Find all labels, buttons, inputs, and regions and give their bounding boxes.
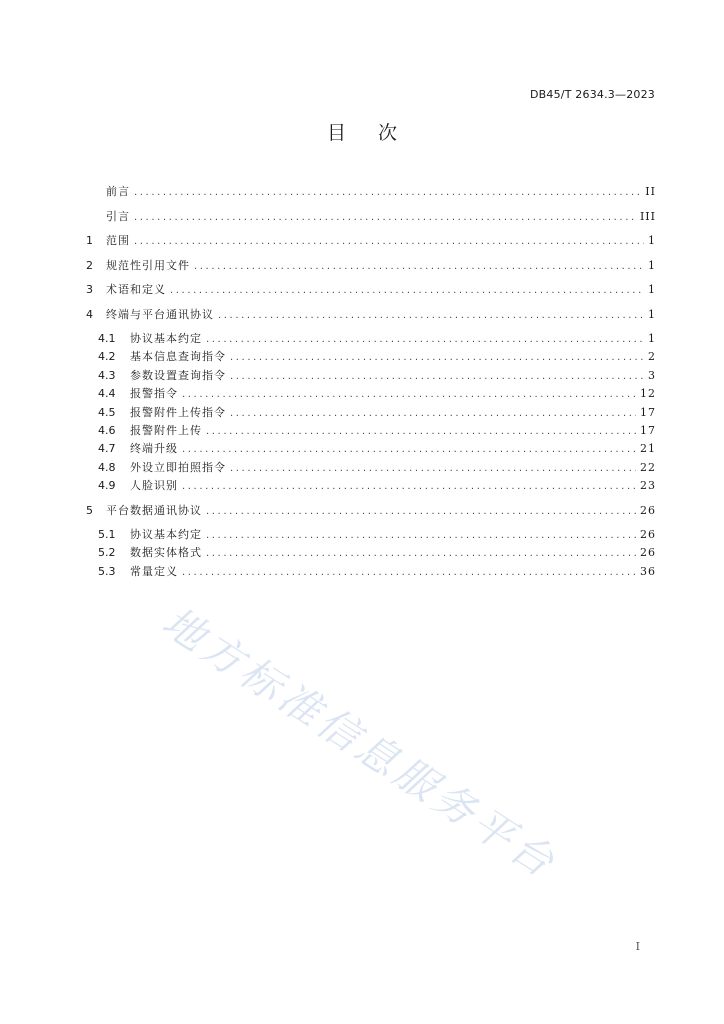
toc-entry-label: 报警指令 (130, 387, 178, 401)
toc-entry-label: 终端与平台通讯协议 (106, 307, 214, 321)
toc-entry-page: 22 (640, 460, 656, 474)
toc-entry-page: 17 (640, 405, 656, 419)
toc-entry-label: 参数设置查询指令 (130, 368, 226, 382)
toc-entry-number: 3 (86, 283, 93, 296)
toc-entry-number: 4.8 (98, 460, 116, 474)
toc-leader-dots (170, 285, 644, 296)
toc-entry-page: 17 (640, 423, 656, 437)
toc-entry-label: 报警附件上传 (130, 423, 202, 437)
toc-entry-number: 4.1 (98, 332, 116, 345)
toc-leader-dots (194, 261, 644, 272)
toc-entry-number: 4 (86, 307, 93, 321)
toc-entry-label: 规范性引用文件 (106, 258, 190, 272)
toc-subentry[interactable] (86, 544, 656, 562)
toc-entry-label: 外设立即拍照指令 (130, 460, 226, 474)
toc-subentry[interactable] (86, 348, 656, 366)
toc-leader-dots (230, 371, 644, 382)
toc-entry-page: 1 (648, 234, 656, 247)
toc-entry-label: 平台数据通讯协议 (106, 503, 202, 517)
toc-leader-dots (206, 530, 636, 541)
toc-entry-label: 常量定义 (130, 564, 178, 578)
toc-entry[interactable] (86, 183, 656, 208)
toc-entry-number: 4.2 (98, 350, 116, 364)
toc-entry-number: 5 (86, 503, 93, 517)
toc-entry-label: 前言 (106, 185, 130, 198)
page-title: 目次 (326, 122, 429, 144)
toc-entry-page: 3 (648, 368, 656, 382)
table-of-contents (86, 183, 656, 581)
toc-leader-dots (134, 236, 644, 247)
toc-entry-page: 2 (648, 350, 656, 364)
toc-leader-dots (218, 310, 644, 321)
toc-entry-page: 36 (640, 564, 656, 578)
toc-entry-number: 5.1 (98, 528, 116, 542)
toc-entry-number: 4.5 (98, 405, 116, 419)
watermark-text: 地方标准信息服务平台 (153, 597, 566, 889)
toc-leader-dots (134, 187, 641, 198)
toc-entry-page: 1 (648, 283, 656, 296)
toc-leader-dots (206, 506, 636, 517)
toc-leader-dots (230, 352, 644, 363)
toc-entry-label: 引言 (106, 209, 130, 223)
toc-entry[interactable] (86, 232, 656, 257)
toc-leader-dots (206, 548, 636, 559)
toc-entry-page: 1 (648, 332, 656, 345)
toc-entry-page: 12 (640, 387, 656, 401)
toc-subentry[interactable] (86, 330, 656, 348)
toc-leader-dots (182, 444, 636, 455)
toc-entry[interactable] (86, 502, 656, 527)
toc-entry-label: 协议基本约定 (130, 528, 202, 542)
toc-entry[interactable] (86, 306, 656, 331)
toc-entry-page: 26 (640, 528, 656, 542)
toc-entry-label: 范围 (106, 234, 130, 247)
toc-entry-page: 1 (648, 307, 656, 321)
toc-subentry[interactable] (86, 526, 656, 544)
document-code: DB45/T 2634.3—2023 (529, 88, 655, 101)
toc-entry-label: 报警附件上传指令 (130, 405, 226, 419)
toc-entry-label: 数据实体格式 (130, 546, 202, 560)
toc-leader-dots (206, 426, 636, 437)
toc-entry-label: 终端升级 (130, 442, 178, 456)
toc-subentry[interactable] (86, 459, 656, 477)
toc-leader-dots (182, 567, 636, 578)
toc-entry-page: 1 (648, 258, 656, 272)
toc-subentry[interactable] (86, 440, 656, 458)
toc-entry-page: II (645, 185, 656, 198)
toc-entry-number: 1 (86, 234, 93, 247)
toc-leader-dots (230, 463, 636, 474)
toc-entry-page: III (639, 209, 656, 223)
toc-leader-dots (134, 212, 636, 223)
toc-leader-dots (230, 408, 636, 419)
toc-entry-label: 协议基本约定 (130, 332, 202, 345)
toc-entry[interactable] (86, 257, 656, 282)
toc-leader-dots (206, 334, 644, 345)
toc-subentry[interactable] (86, 477, 656, 495)
toc-entry-label: 人脸识别 (130, 479, 178, 493)
toc-leader-dots (182, 481, 636, 492)
toc-entry-number: 4.4 (98, 387, 116, 401)
toc-entry-number: 5.2 (98, 546, 116, 560)
toc-subentry[interactable] (86, 404, 656, 422)
footer-page-number: I (635, 940, 640, 953)
toc-entry-page: 23 (640, 479, 656, 493)
toc-entry-number: 4.7 (98, 442, 116, 456)
toc-leader-dots (182, 389, 636, 400)
toc-entry-page: 26 (640, 503, 656, 517)
toc-entry-label: 基本信息查询指令 (130, 350, 226, 364)
toc-entry-page: 21 (640, 442, 656, 456)
toc-subentry[interactable] (86, 422, 656, 440)
toc-entry-number: 2 (86, 258, 93, 272)
toc-entry-number: 4.9 (98, 479, 116, 493)
toc-entry-number: 4.6 (98, 423, 116, 437)
toc-entry[interactable] (86, 208, 656, 233)
toc-subentry[interactable] (86, 563, 656, 581)
toc-subentry[interactable] (86, 367, 656, 385)
toc-entry[interactable] (86, 281, 656, 306)
toc-entry-label: 术语和定义 (106, 283, 166, 296)
toc-entry-number: 4.3 (98, 368, 116, 382)
toc-entry-page: 26 (640, 546, 656, 560)
toc-entry-number: 5.3 (98, 564, 116, 578)
toc-subentry[interactable] (86, 385, 656, 403)
